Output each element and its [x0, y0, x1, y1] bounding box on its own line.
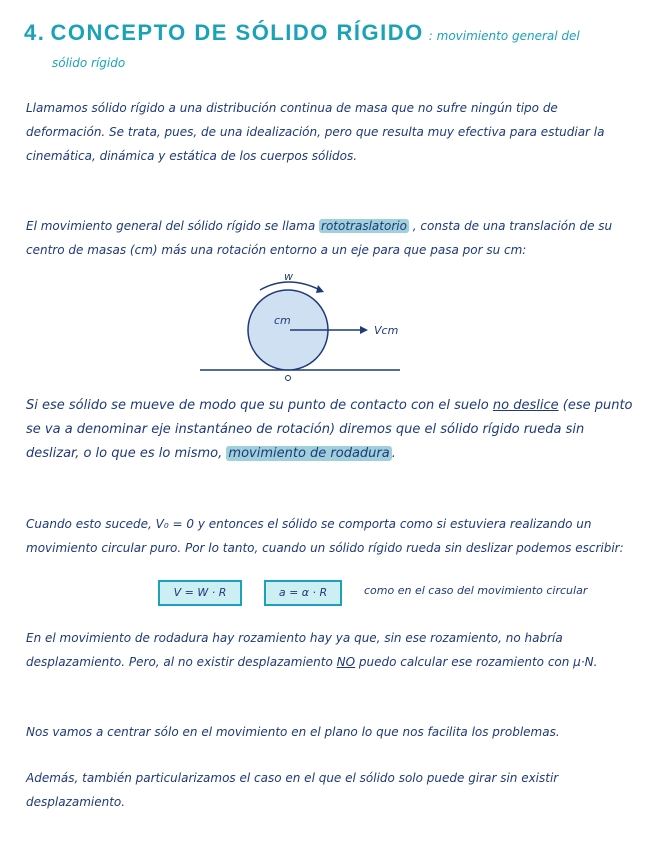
underline-no-deslice: no deslice — [492, 398, 559, 413]
friction-a: En el movimiento de rodadura hay rozamiento hay ya que, sin ese rozamiento, no habría desplazamiento. Pero, al no existir desplazamiento — [26, 631, 563, 669]
page-title — [24, 20, 644, 46]
highlight-rototraslatorio: rototraslatorio — [321, 219, 407, 233]
rolling-rest: (ese punto se va a denominar eje instantáneo de rotación) diremos que el sólido rígido rueda sin deslizar, o lo que es lo mismo, — [26, 398, 633, 461]
paragraph-particular: Además, también particularizamos el caso en el que el sólido solo puede girar sin existir desplazamiento. — [26, 771, 559, 809]
contact-point — [286, 376, 291, 381]
paragraph-friction — [26, 626, 636, 674]
omega-arrowhead — [316, 285, 324, 293]
title-subtitle-b: sólido rígido — [52, 56, 126, 70]
highlight-movimiento-rodadura: movimiento de rodadura — [228, 446, 390, 461]
underline-no: NO — [336, 655, 356, 669]
paragraph-definition: Llamamos sólido rígido a una distribución continua de masa que no sufre ningún tipo de deformación. Se trata, pues, de una idealización, pero que resulta muy efectiva para estudiar la cinemática, dinámica y estática de los cuerpos sólidos. — [26, 101, 605, 163]
omega-arc — [260, 282, 320, 290]
paragraph-plane: Nos vamos a centrar sólo en el movimiento en el plano lo que nos facilita los problemas. — [26, 725, 560, 739]
paragraph-condition: Cuando esto sucede, V₀ = 0 y entonces el sólido se comporta como si estuviera realizando un movimiento circular puro. Por lo tanto, cuando un sólido rígido rueda sin deslizar podemos escribir: — [26, 517, 624, 555]
formula-row — [158, 580, 638, 606]
paragraph-rolling — [26, 394, 636, 466]
formula-box-velocity: V = W · R — [158, 580, 242, 606]
formula-box-acceleration: a = α · R — [264, 580, 342, 606]
title-subtitle-a: : movimiento general del — [428, 29, 580, 43]
rolling-line-a: Si ese sólido se mueve de modo que su punto de contacto con el suelo — [26, 398, 489, 413]
general-motion-post: , consta de una translación de su centro de masas (cm) más una rotación entorno a un eje para que pasa por su cm: — [26, 219, 613, 257]
vcm-arrowhead — [360, 326, 368, 334]
title-main: CONCEPTO DE SÓLIDO RÍGIDO — [50, 20, 424, 45]
vcm-label: Vcm — [374, 324, 399, 337]
title-number: 4. — [24, 20, 46, 45]
cm-label: cm — [274, 314, 291, 327]
general-motion-pre: El movimiento general del sólido rígido se llama — [26, 219, 316, 233]
paragraph-general-motion — [26, 214, 636, 262]
rolling-disc-diagram — [190, 268, 420, 388]
friction-b: puedo calcular ese rozamiento con μ·N. — [358, 655, 598, 669]
omega-label: w — [284, 270, 293, 283]
formula-note: como en el caso del movimiento circular — [364, 584, 588, 597]
rolling-end: . — [391, 446, 396, 461]
